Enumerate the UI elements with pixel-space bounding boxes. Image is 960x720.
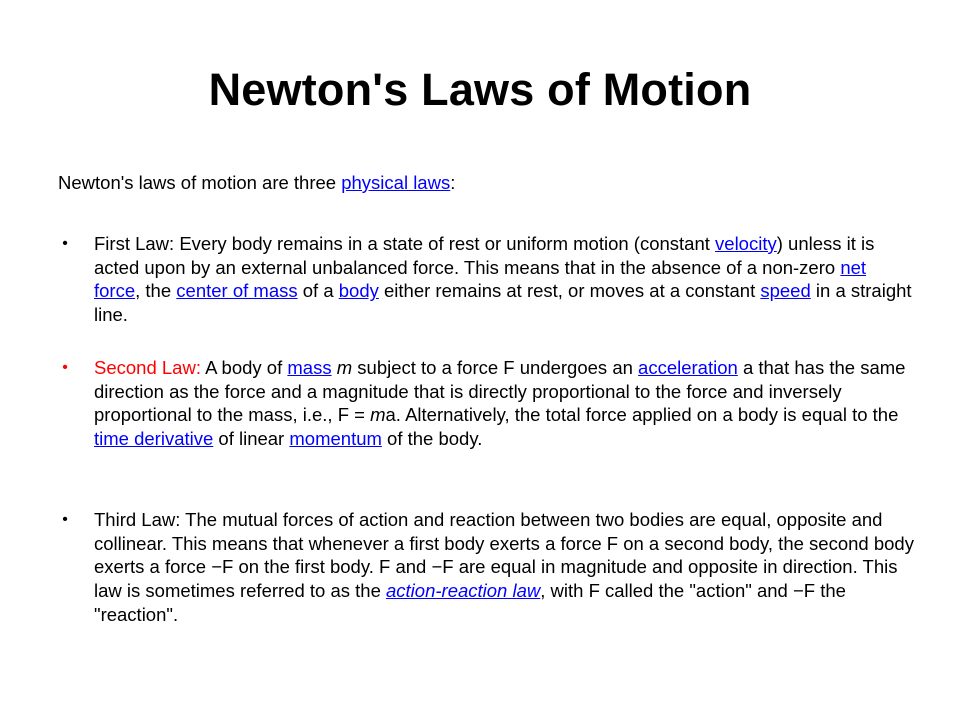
link-body[interactable]: body bbox=[338, 280, 379, 302]
mass-symbol: m bbox=[336, 357, 353, 378]
first-law-text: ) unless it is acted upon by an external unbalanced force. This means that in the absence of a non-zero bbox=[94, 233, 875, 278]
first-law-text: either remains at rest, or moves at a constant bbox=[378, 280, 761, 302]
first-law-text: in a straight line. bbox=[94, 280, 912, 326]
mass-symbol: m bbox=[370, 404, 386, 426]
third-law-text: Third Law: The mutual forces of action and reaction between two bodies are equal, opposite and collinear. This means that whenever a first body exerts a force F on a second body, the second body exerts a force −F on the first body. F and −F are equal in magnitude and opposite in direction. This law is sometimes referred to as the bbox=[94, 509, 914, 602]
link-acceleration[interactable]: acceleration bbox=[638, 357, 738, 378]
second-law-text: a that has the same direction as the force and a magnitude that is directly proportional to the force and inversely proportional to the mass, i.e., F = bbox=[94, 357, 906, 426]
second-law-text: a. Alternatively, the total force applied on a body is equal to the bbox=[385, 404, 899, 426]
bullet-dot-icon: • bbox=[62, 511, 68, 528]
link-momentum[interactable]: momentum bbox=[289, 428, 382, 450]
intro-end: : bbox=[450, 172, 456, 193]
first-law-bullet bbox=[62, 232, 916, 327]
second-law-text: A body of bbox=[200, 357, 288, 378]
third-law-bullet bbox=[62, 508, 916, 627]
first-law-text: , the bbox=[135, 280, 177, 302]
link-mass[interactable]: mass bbox=[287, 357, 332, 378]
second-law-text: of the body. bbox=[381, 428, 483, 450]
link-velocity[interactable]: velocity bbox=[715, 233, 777, 254]
link-time-derivative[interactable]: time derivative bbox=[94, 428, 214, 450]
first-law-text: of a bbox=[297, 280, 339, 302]
link-speed[interactable]: speed bbox=[760, 280, 811, 302]
second-law-bullet bbox=[62, 356, 916, 451]
link-center-of-mass[interactable]: center of mass bbox=[176, 280, 298, 302]
first-law-text: First Law: Every body remains in a state of rest or uniform motion (constant bbox=[94, 233, 716, 254]
second-law-text: subject to a force F undergoes an bbox=[352, 357, 639, 378]
bullet-dot-icon: • bbox=[62, 359, 68, 376]
link-physical-laws[interactable]: physical laws bbox=[341, 172, 451, 193]
intro-text: Newton's laws of motion are three bbox=[58, 172, 342, 193]
slide-title: Newton's Laws of Motion bbox=[208, 64, 752, 115]
second-law-text: of linear bbox=[213, 428, 290, 450]
link-action-reaction-law[interactable]: action-reaction law bbox=[386, 580, 541, 602]
second-law-label: Second Law: bbox=[94, 357, 201, 378]
third-law-text: , with F called the "action" and −F the "reaction". bbox=[94, 580, 846, 625]
bullet-dot-icon: • bbox=[62, 235, 68, 252]
link-net-force[interactable]: net force bbox=[94, 256, 867, 302]
intro-paragraph bbox=[58, 171, 908, 195]
